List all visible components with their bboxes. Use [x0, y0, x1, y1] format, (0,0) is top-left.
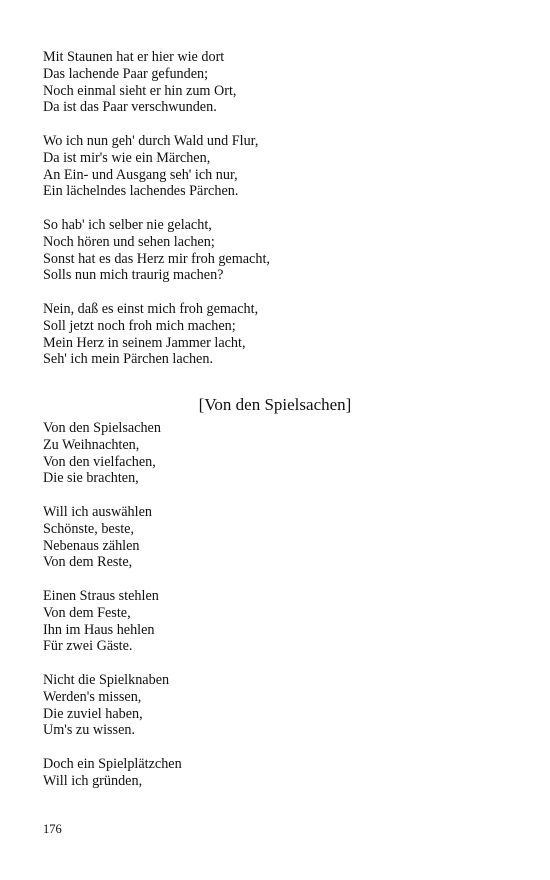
stanza	[43, 217, 503, 284]
stanza	[43, 504, 503, 571]
page-number: 176	[43, 822, 62, 836]
verse-line: Von den Spielsachen	[43, 420, 161, 436]
verse-line: Sonst hat es das Herz mir froh gemacht,	[43, 250, 270, 267]
verse-line: Schönste, beste,	[43, 520, 135, 537]
verse-line: Nebenaus zählen	[43, 537, 140, 554]
verse-line: Von dem Feste,	[43, 604, 131, 621]
verse-line: An Ein- und Ausgang seh' ich nur,	[43, 166, 238, 183]
verse-line: Noch hören und sehen lachen;	[43, 233, 215, 250]
verse-line: Ihn im Haus hehlen	[43, 621, 155, 638]
verse-line: Das lachende Paar gefunden;	[43, 65, 209, 82]
verse-line: Will ich gründen,	[43, 772, 143, 789]
stanza	[43, 588, 503, 655]
poem-bottom	[43, 420, 503, 790]
verse-line: Von den vielfachen,	[43, 453, 156, 470]
verse-line: Solls nun mich traurig machen?	[43, 267, 224, 284]
stanza	[43, 672, 503, 739]
verse-line: Wo ich nun geh' durch Wald und Flur,	[43, 132, 259, 149]
verse-line: Von dem Reste,	[43, 554, 133, 571]
verse-line: Ein lächelndes lachendes Pärchen.	[43, 183, 239, 200]
verse-line: Zu Weihnachten,	[43, 436, 140, 453]
verse-line: Soll jetzt noch froh mich machen;	[43, 317, 236, 334]
verse-line: So hab' ich selber nie gelacht,	[43, 216, 212, 233]
verse-line: Um's zu wissen.	[43, 722, 136, 739]
verse-line: Seh' ich mein Pärchen lachen.	[43, 351, 213, 368]
verse-line: Nicht die Spielknaben	[43, 671, 170, 688]
stanza	[43, 49, 503, 116]
verse-line: Für zwei Gäste.	[43, 638, 133, 655]
verse-line: Da ist das Paar verschwunden.	[43, 99, 217, 116]
verse-line: Nein, daß es einst mich froh gemacht,	[43, 300, 259, 317]
verse-line: Werden's missen,	[43, 688, 142, 705]
verse-line: Da ist mir's wie ein Märchen,	[43, 149, 211, 166]
stanza	[43, 756, 503, 790]
poem-top	[43, 49, 503, 368]
section-title: [Von den Spielsachen]	[198, 395, 352, 414]
stanza	[43, 133, 503, 200]
verse-line: Noch einmal sieht er hin zum Ort,	[43, 82, 237, 99]
verse-line: Einen Straus stehlen	[43, 587, 159, 604]
stanza	[43, 301, 503, 368]
verse-line: Doch ein Spielplätzchen	[43, 755, 182, 772]
verse-line: Mit Staunen hat er hier wie dort	[43, 49, 225, 65]
verse-line: Die sie brachten,	[43, 470, 139, 487]
verse-line: Die zuviel haben,	[43, 705, 143, 722]
stanza	[43, 420, 503, 487]
verse-line: Will ich auswählen	[43, 503, 152, 520]
verse-line: Mein Herz in seinem Jammer lacht,	[43, 334, 246, 351]
